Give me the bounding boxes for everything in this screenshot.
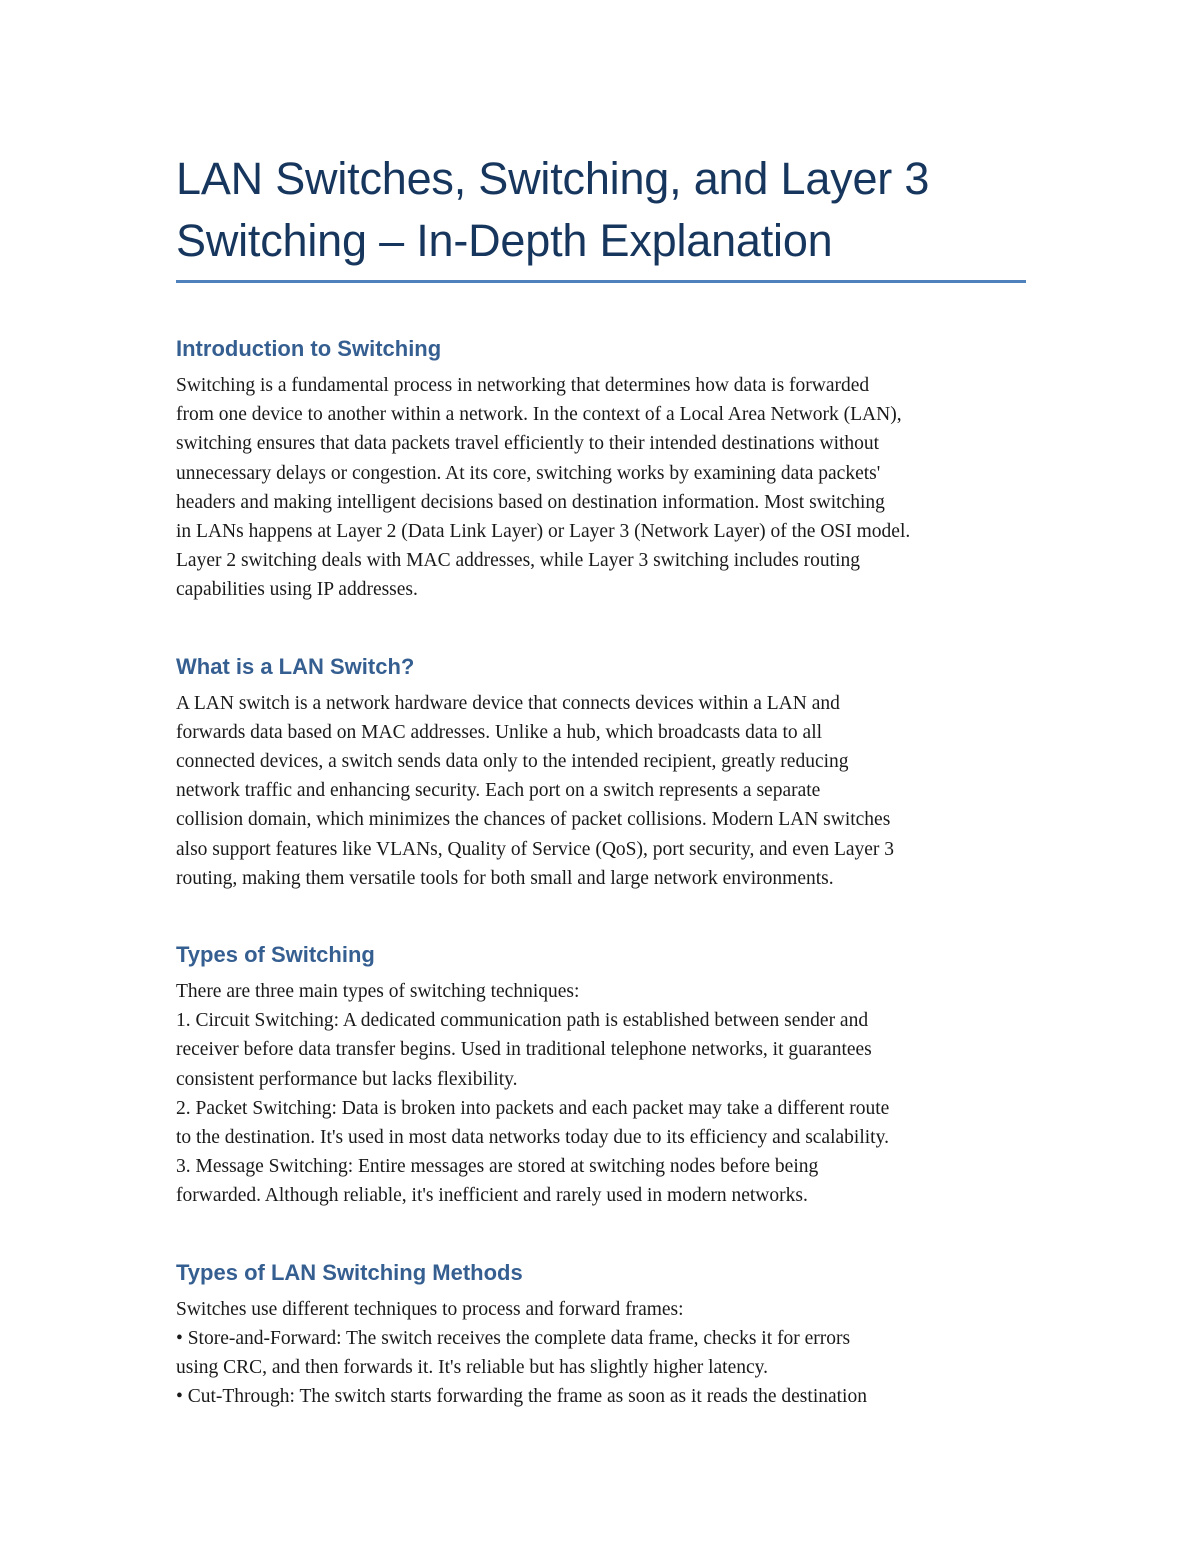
paragraph-line: using CRC, and then forwards it. It's reliable but has slightly higher latency. <box>176 1357 769 1379</box>
paragraph-line: network traffic and enhancing security. Each port on a switch represents a separate <box>176 780 821 802</box>
section-types-of-lan-switching-methods <box>176 1259 1026 1412</box>
paragraph-line: collision domain, which minimizes the chances of packet collisions. Modern LAN switches <box>176 809 891 831</box>
title-underline <box>176 280 1026 283</box>
section-paragraph <box>176 1295 1026 1412</box>
section-heading: What is a LAN Switch? <box>176 653 415 679</box>
section-paragraph <box>176 689 1026 893</box>
paragraph-line: • Store-and-Forward: The switch receives the complete data frame, checks it for errors <box>176 1327 851 1349</box>
section-introduction-to-switching <box>176 335 1026 605</box>
paragraph-line: forwards data based on MAC addresses. Unlike a hub, which broadcasts data to all <box>176 721 823 743</box>
paragraph-line: also support features like VLANs, Quality of Service (QoS), port security, and even Layer 3 <box>176 838 895 860</box>
paragraph-line: Switching is a fundamental process in networking that determines how data is forwarded <box>176 375 870 396</box>
paragraph-line: 3. Message Switching: Entire messages are stored at switching nodes before being <box>176 1156 819 1178</box>
paragraph-line: capabilities using IP addresses. <box>176 579 418 601</box>
document-page <box>176 148 1026 1411</box>
title-line-2: Switching – In-Depth Explanation <box>176 215 833 266</box>
paragraph-line: unnecessary delays or congestion. At its core, switching works by examining data packets' <box>176 462 881 484</box>
section-heading: Types of LAN Switching Methods <box>176 1259 523 1285</box>
paragraph-line: consistent performance but lacks flexibility. <box>176 1068 518 1090</box>
section-heading: Types of Switching <box>176 942 375 968</box>
paragraph-line: receiver before data transfer begins. Used in traditional telephone networks, it guarantees <box>176 1039 872 1061</box>
paragraph-line: to the destination. It's used in most data networks today due to its efficiency and scalability. <box>176 1127 889 1149</box>
section-heading: Introduction to Switching <box>176 336 442 361</box>
paragraph-line: routing, making them versatile tools for both small and large network environments. <box>176 867 834 889</box>
paragraph-line: 1. Circuit Switching: A dedicated communication path is established between sender and <box>176 1010 869 1032</box>
paragraph-line: Layer 2 switching deals with MAC addresses, while Layer 3 switching includes routing <box>176 550 860 572</box>
title-line-1: LAN Switches, Switching, and Layer 3 <box>176 153 930 204</box>
section-paragraph <box>176 371 1026 605</box>
paragraph-line: A LAN switch is a network hardware device that connects devices within a LAN and <box>176 692 840 714</box>
paragraph-line: switching ensures that data packets travel efficiently to their intended destinations without <box>176 433 880 455</box>
section-paragraph <box>176 977 1026 1211</box>
section-what-is-a-lan-switch <box>176 653 1026 893</box>
paragraph-line: Switches use different techniques to process and forward frames: <box>176 1298 684 1320</box>
paragraph-line: forwarded. Although reliable, it's inefficient and rarely used in modern networks. <box>176 1185 808 1207</box>
paragraph-line: 2. Packet Switching: Data is broken into packets and each packet may take a different route <box>176 1097 890 1119</box>
paragraph-line: in LANs happens at Layer 2 (Data Link Layer) or Layer 3 (Network Layer) of the OSI model. <box>176 521 911 543</box>
paragraph-line: connected devices, a switch sends data only to the intended recipient, greatly reducing <box>176 751 849 773</box>
document-body <box>176 335 1026 1411</box>
section-types-of-switching <box>176 941 1026 1211</box>
paragraph-line: • Cut-Through: The switch starts forwarding the frame as soon as it reads the destination <box>176 1386 867 1408</box>
paragraph-line: There are three main types of switching techniques: <box>176 981 580 1003</box>
paragraph-line: from one device to another within a network. In the context of a Local Area Network (LAN), <box>176 404 902 426</box>
document-title <box>176 148 1026 278</box>
paragraph-line: headers and making intelligent decisions based on destination information. Most switching <box>176 491 885 513</box>
